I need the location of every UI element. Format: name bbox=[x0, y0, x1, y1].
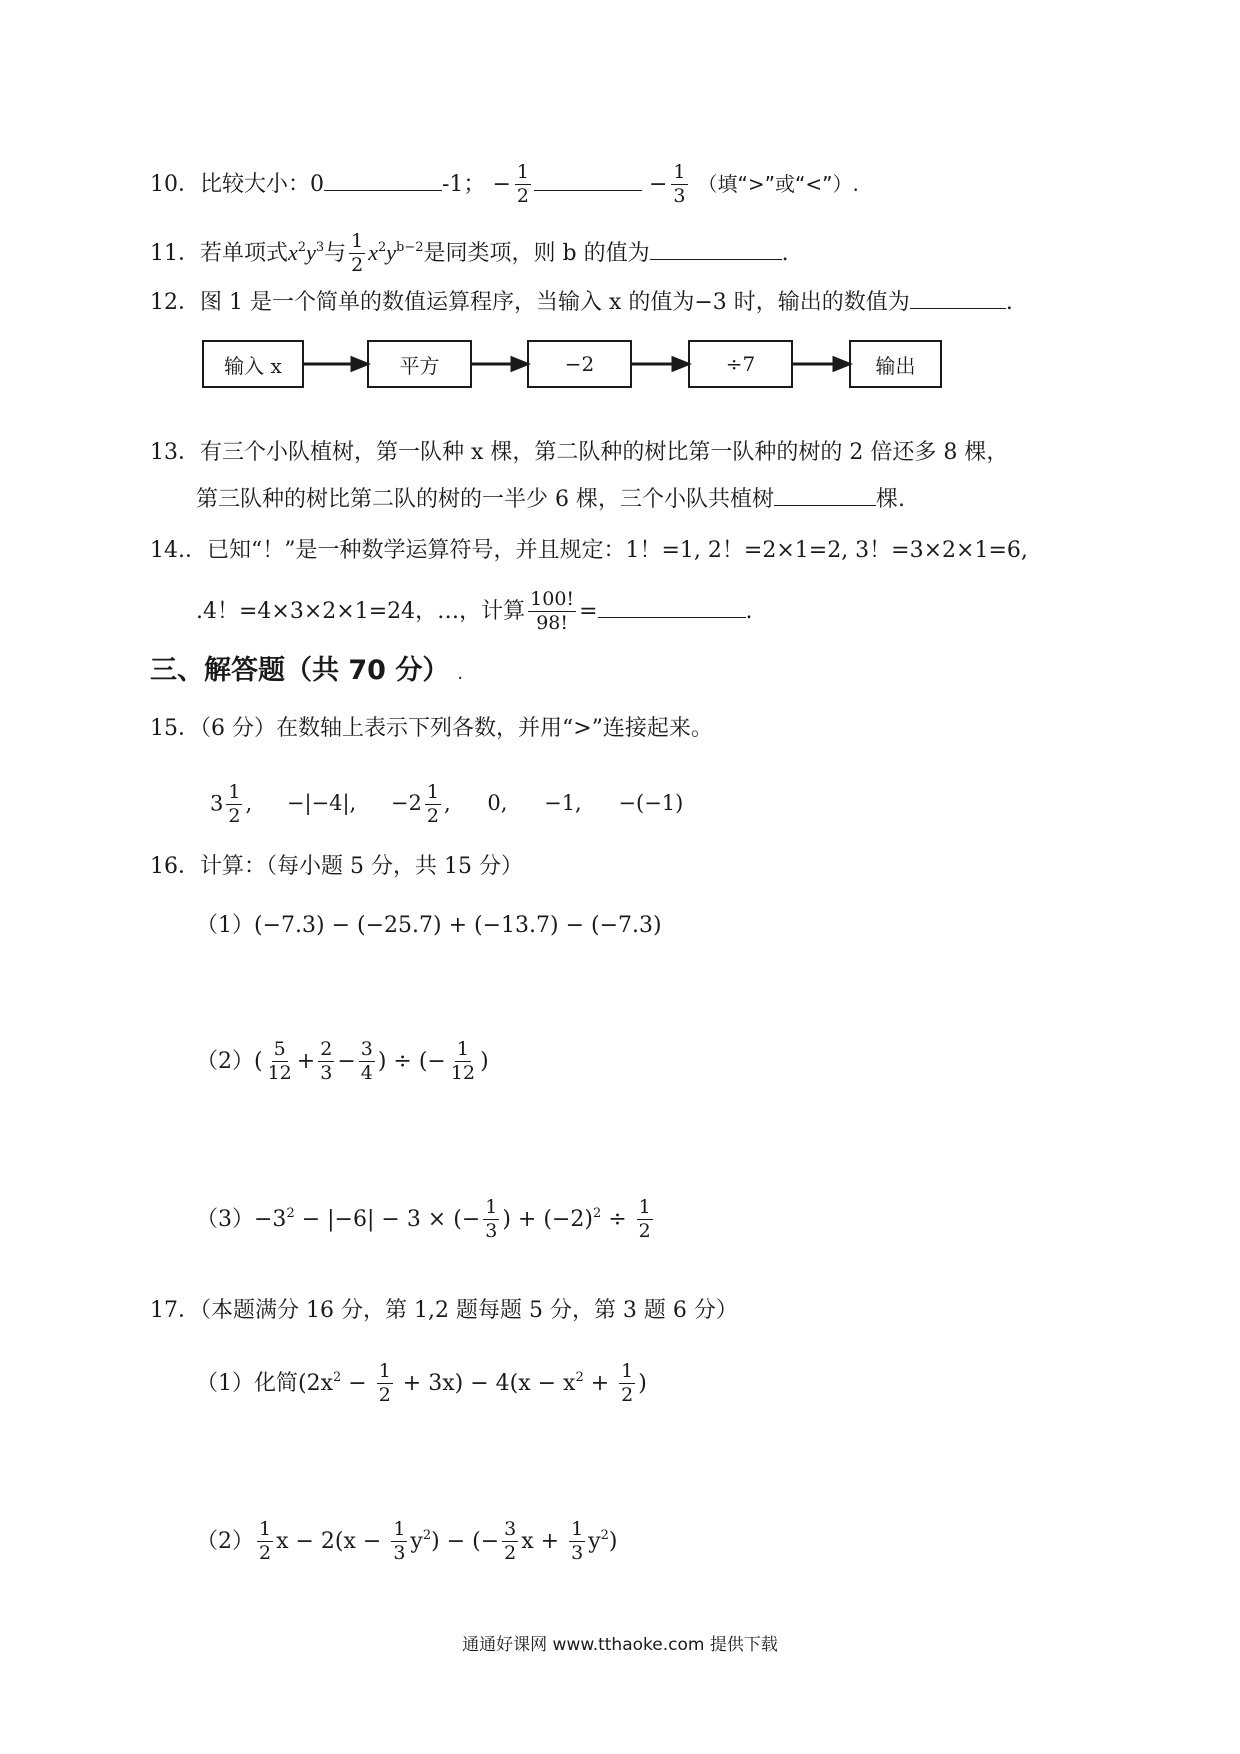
fraction: $\frac{1}{2}$ bbox=[351, 230, 364, 276]
question-number: 10． bbox=[150, 171, 200, 197]
question-number: 17． bbox=[150, 1298, 200, 1323]
number-list: 3 $\frac{1}{2}$ , −|−4|, −2 $\frac{1}{2}$ , 0, −1, −(−1) bbox=[210, 781, 684, 827]
question-15: 15．（6 分）在数轴上表示下列各数，并用“>”连接起来。 bbox=[150, 716, 713, 741]
page-footer: 通通好课网 www.tthaoke.com 提供下载 bbox=[462, 1635, 778, 1655]
fraction: $\frac{1}{3}$ bbox=[393, 1518, 406, 1564]
flow-box-square: 平方 bbox=[367, 340, 472, 388]
flow-arrows bbox=[202, 340, 942, 392]
flowchart bbox=[202, 340, 942, 392]
fraction: $\frac{3}{4}$ bbox=[360, 1038, 373, 1084]
question-17: 17．（本题满分 16 分，第 1,2 题每题 5 分，第 3 题 6 分） bbox=[150, 1298, 738, 1323]
arrowhead-icon bbox=[673, 358, 688, 370]
question-13: 13．有三个小队植树，第一队种 x 棵，第二队种的树比第一队种的树的 2 倍还多 8 棵， bbox=[150, 440, 1009, 465]
arrowhead-icon bbox=[512, 358, 527, 370]
flow-box-divide-seven: ÷7 bbox=[688, 340, 793, 388]
fraction: $\frac{1}{2}$ bbox=[378, 1360, 391, 1406]
question-11: 11．若单项式$x^2y^3$与 $\frac{1}{2}$ $x^2y^{b-2}$是同类项，则 b 的值为 . bbox=[150, 230, 789, 276]
q16-part-1: （1）(−7.3) − (−25.7) + (−13.7) − (−7.3) bbox=[196, 913, 662, 938]
fraction: $\frac{100!}{98!}$ bbox=[530, 588, 575, 634]
question-13-line-2: 第三队种的树比第二队的树的一半少 6 棵，三个小队共植树 棵. bbox=[196, 487, 905, 512]
fraction: $\frac{3}{2}$ bbox=[504, 1518, 517, 1564]
fraction: $\frac{1}{2}$ bbox=[621, 1360, 634, 1406]
arrowhead-icon bbox=[352, 358, 367, 370]
question-14-line-2: .4！=4×3×2×1=24，…，计算 $\frac{100!}{98!}$ = . bbox=[196, 588, 753, 634]
q16-part-3: $(3)-3^2 - |-6| - 3$ × (− $\frac{1}{3}$ ) + $(-2)^2$ ÷ $\frac{1}{2}$ bbox=[196, 1196, 651, 1242]
fraction: $\frac{5}{12}$ bbox=[267, 1038, 292, 1084]
section-heading: 三、解答题（共 70 分） . bbox=[150, 655, 464, 686]
flow-box-output: 输出 bbox=[849, 340, 942, 388]
answer-blank bbox=[774, 504, 876, 506]
question-14: 14.．已知“！”是一种数学运算符号，并且规定：1！=1, 2！=2×1=2, 3！=3×2×1=6, bbox=[150, 538, 1028, 563]
q17-part-1: （1）化简($2x^2$ − $\frac{1}{2}$ + $3x) - 4(x - x^2$ + $\frac{1}{2}$ ) bbox=[196, 1360, 647, 1406]
q16-part-2: （2）( $\frac{5}{12}$ + $\frac{2}{3}$ − $\frac{3}{4}$ ) ÷ (− $\frac{1}{12}$ ) bbox=[196, 1038, 489, 1084]
question-number: 16． bbox=[150, 854, 200, 879]
fraction: $\frac{1}{2}$ bbox=[516, 161, 529, 207]
fraction: $\frac{1}{3}$ bbox=[485, 1196, 498, 1242]
fraction: $\frac{1}{12}$ bbox=[450, 1038, 476, 1084]
flow-box-minus-two: −2 bbox=[527, 340, 632, 388]
flow-box-input: 输入 x bbox=[202, 340, 304, 388]
q17-part-2: （2） $\frac{1}{2}$ x − 2(x − $\frac{1}{3}$ $y^2$) − (− $\frac{3}{2}$ x + $\frac{1}{3}$ $y^2$) bbox=[196, 1518, 618, 1564]
arrowhead-icon bbox=[834, 358, 849, 370]
fraction: $\frac{2}{3}$ bbox=[320, 1038, 333, 1084]
fraction: $\frac{1}{2}$ bbox=[426, 781, 439, 827]
fraction: $\frac{1}{2}$ bbox=[228, 781, 241, 827]
answer-blank bbox=[910, 307, 1006, 309]
fraction: $\frac{1}{2}$ bbox=[259, 1518, 272, 1564]
question-10: 10．比较大小：0 -1； − $\frac{1}{2}$ − $\frac{1}{3}$ （填“>”或“<”）. bbox=[150, 161, 859, 207]
answer-blank bbox=[534, 189, 642, 191]
answer-blank bbox=[598, 616, 746, 618]
fraction: $\frac{1}{3}$ bbox=[571, 1518, 584, 1564]
answer-blank bbox=[324, 189, 442, 191]
question-number: 15． bbox=[150, 716, 200, 741]
question-number: 11． bbox=[150, 240, 200, 266]
question-16: 16．计算：（每小题 5 分，共 15 分） bbox=[150, 854, 523, 879]
question-number: 14.． bbox=[150, 538, 207, 563]
answer-blank bbox=[650, 258, 782, 260]
question-number: 13． bbox=[150, 440, 200, 465]
fraction: $\frac{1}{3}$ bbox=[673, 161, 686, 207]
question-number: 12． bbox=[150, 290, 200, 315]
question-12: 12．图 1 是一个简单的数值运算程序，当输入 x 的值为−3 时，输出的数值为 . bbox=[150, 290, 1013, 315]
fraction: $\frac{1}{2}$ bbox=[638, 1196, 651, 1242]
